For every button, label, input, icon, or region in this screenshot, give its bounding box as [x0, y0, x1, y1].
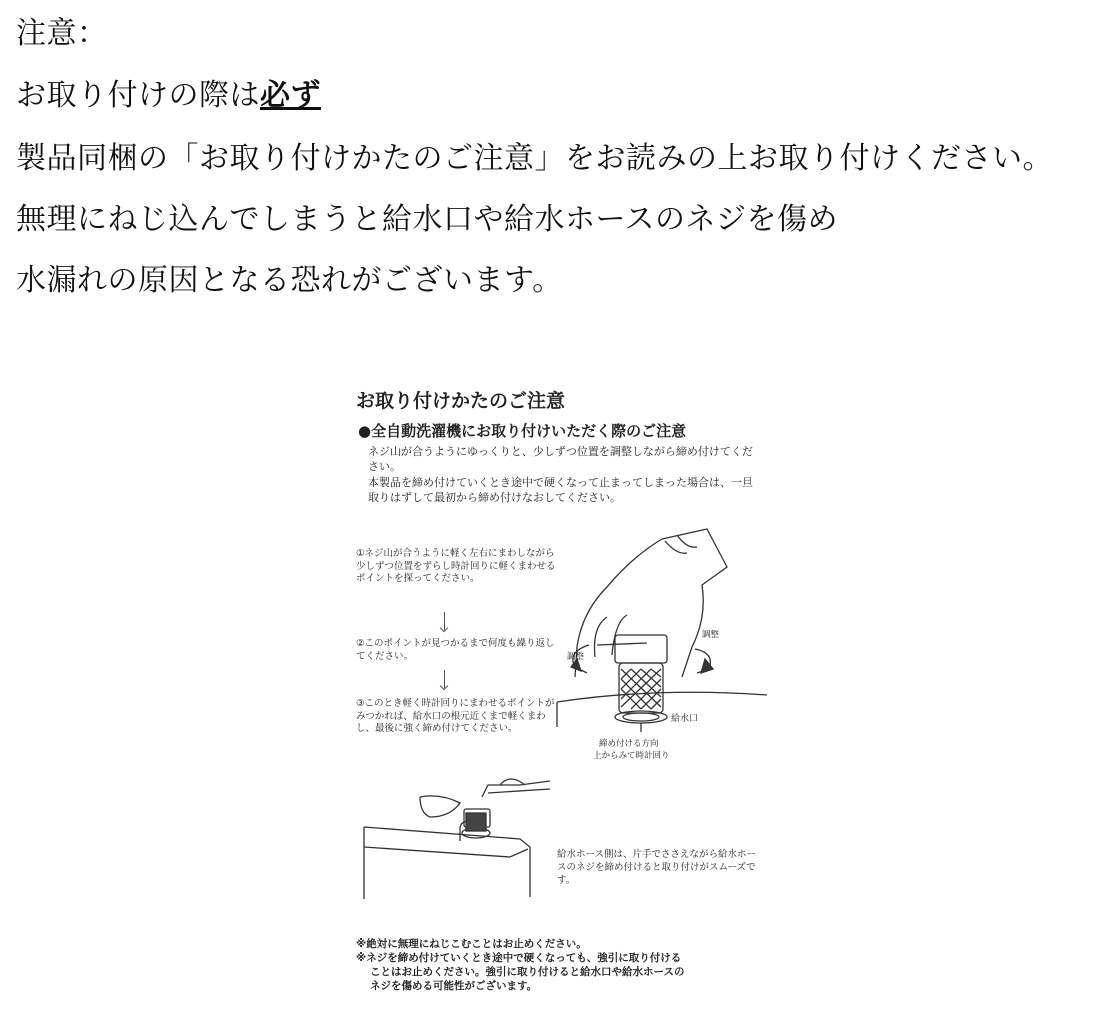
caption-direction-2: 上からみて時計回り [593, 751, 670, 761]
notice-emphasis: 必ず [260, 78, 321, 113]
notice-line-3: 製品同梱の「お取り付けかたのご注意」をお読みの上お取り付けください。 [16, 141, 1053, 176]
arrow-down-icon [444, 612, 445, 630]
notice-line-2-text: お取り付けの際は [16, 78, 260, 113]
notice-line-5: 水漏れの原因となる恐れがございます。 [16, 263, 563, 298]
hand-tightening-illustration [537, 527, 777, 762]
hose-tip-text: 給水ホース側は、片手でささえながら給水ホースのネジを締め付けると取り付けがスムーズです。 [557, 849, 757, 886]
label-adjust-left: 調整 [567, 652, 585, 662]
hose-connection-illustration [360, 777, 550, 907]
notice-line-4: 無理にねじ込んでしまうと給水口や給水ホースのネジを傷め [16, 202, 838, 237]
manual-step-2: ②このポイントが見つかるまで何度も繰り返してください。 [356, 638, 555, 662]
label-inlet: 給水口 [671, 714, 699, 724]
manual-subtitle: ●全自動洗濯機にお取り付けいただく際のご注意 [358, 422, 687, 440]
manual-intro-2: 本製品を締め付けていくとき途中で硬くなって止まってしまった場合は、一旦取りはずして最初から締め付けなおしてください。 [368, 476, 753, 504]
label-adjust-right: 調整 [702, 630, 720, 640]
manual-intro [368, 444, 753, 506]
notice-line-2 [16, 78, 321, 114]
manual-step-1: ①ネジ山が合うように軽く左右にまわしながら少しずつ位置をずらし時計回りに軽くまわせるポイントを探ってください。 [356, 548, 556, 584]
manual-intro-1: ネジ山が合うようにゆっくりと、少しずつ位置を調整しながら締め付けてください。 [368, 445, 753, 473]
notice-heading: 注意： [16, 16, 108, 51]
note-1: ※絶対に無理にねじこむことはお止めください。 [356, 938, 587, 950]
arrow-down-icon [444, 670, 445, 688]
manual-title: お取り付けかたのご注意 [356, 390, 566, 412]
manual-notes [356, 937, 776, 993]
note-2a: ※ネジを締め付けていくとき途中で硬くなっても、強引に取り付ける [356, 952, 682, 964]
note-2b: ことはお止めください。強引に取り付けると給水口や給水ホースの [370, 966, 685, 978]
manual-image [352, 382, 782, 1012]
manual-step-3: ③このとき軽く時計回りにまわせるポイントがみつかれば、給水口の根元近くまで軽くまわし、最後に強く締め付けてください。 [356, 698, 555, 734]
note-2c: ネジを傷める可能性がございます。 [370, 980, 538, 992]
caption-direction-1: 締め付ける方向 [599, 739, 659, 749]
